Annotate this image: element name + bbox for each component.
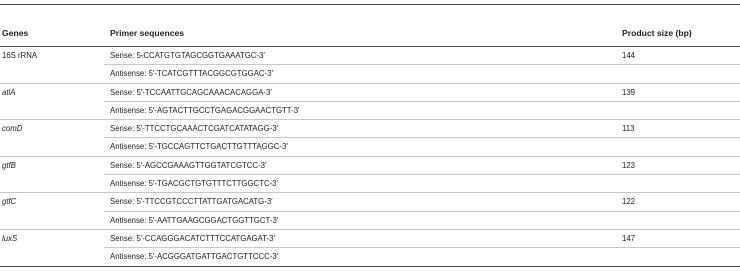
sense-primer: Sense: 5′-TTCCGTCCCTTATTGATGACATG-3′ xyxy=(110,197,273,207)
sense-primer: Sense: 5′-CCAGGGACATCTTTCCATGAGAT-3′ xyxy=(110,233,275,243)
product-size: 144 xyxy=(622,51,636,60)
sense-primer: Sense: 5′-TCCAATTGCAGCAAACACAGGA-3′ xyxy=(110,87,272,97)
antisense-primer: Antisense: 5′-ACGGGATGATTGACTGTTCCC-3′ xyxy=(110,252,279,262)
product-size: 122 xyxy=(622,197,636,207)
table-row xyxy=(0,175,740,193)
gene-name: gtfC xyxy=(2,197,17,207)
table-row xyxy=(0,47,740,65)
header-product-size: Product size (bp) xyxy=(622,28,692,38)
antisense-primer: Antisense: 5′-TGCCAGTTCTGACTTGTTTAGGC-3′ xyxy=(110,142,288,152)
product-size: 113 xyxy=(622,124,635,134)
table-body xyxy=(0,47,740,267)
antisense-primer: Antisense: 5′-TGACGCTGTGTTTCTTGGCTC-3′ xyxy=(110,179,278,189)
table-row xyxy=(0,84,740,102)
sense-primer: Sense: 5′-TTCCTGCAAACTCGATCATATAGG-3′ xyxy=(110,124,279,134)
table-row xyxy=(0,230,740,248)
gene-name: 16S rRNA xyxy=(2,51,38,60)
table-row xyxy=(0,248,740,266)
product-size: 123 xyxy=(622,160,636,170)
gene-name: atlA xyxy=(2,87,16,97)
gene-name: comD xyxy=(2,124,23,134)
header-primer-sequences: Primer sequences xyxy=(110,28,185,38)
product-size: 139 xyxy=(622,87,636,97)
antisense-primer: Antisense: 5′-TCATCGTTTACGGCGTGGAC-3′ xyxy=(110,69,273,79)
table-row xyxy=(0,157,740,175)
header-genes: Genes xyxy=(2,28,29,38)
sense-primer: Sense: 5′-AGCCGAAAGTTGGTATCGTCC-3′ xyxy=(110,160,267,170)
table-row xyxy=(0,193,740,211)
table-row xyxy=(0,120,740,138)
gene-name: gtfB xyxy=(2,160,16,170)
table-row xyxy=(0,212,740,230)
table-row xyxy=(0,102,740,120)
table-top-rule xyxy=(0,4,740,5)
table-row xyxy=(0,138,740,156)
table-bottom-rule xyxy=(0,266,740,267)
antisense-primer: Antisense: 5′-AGTACTTGCCTGAGACGGAACTGTT-3′ xyxy=(110,105,300,115)
product-size: 147 xyxy=(622,233,636,243)
table-row xyxy=(0,65,740,83)
gene-name: luxS xyxy=(2,233,18,243)
antisense-primer: Antisense: 5′-AATTGAAGCGGACTGGTTGCT-3′ xyxy=(110,215,279,225)
sense-primer: Sense: 5-CCATGTGTAGCGGTGAAATGC-3′ xyxy=(110,51,265,60)
table-header-row xyxy=(0,24,740,42)
